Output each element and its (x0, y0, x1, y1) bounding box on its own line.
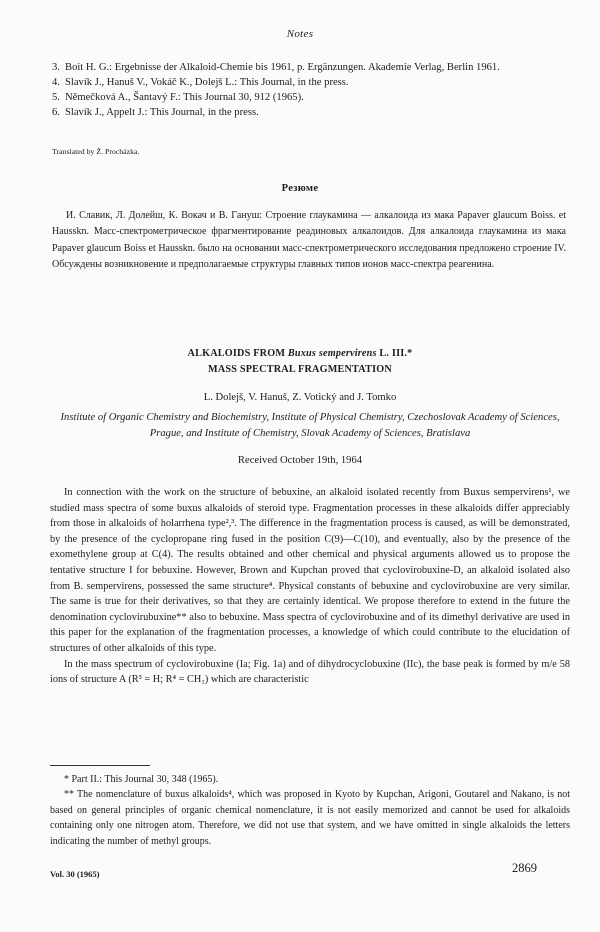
reference-item: 6. Slavík J., Appelt J.: This Journal, in the press. (52, 107, 259, 118)
page-number: 2869 (512, 861, 537, 875)
volume-info: Vol. 30 (1965) (50, 869, 100, 879)
article-body (50, 485, 570, 688)
received-date: Received October 19th, 1964 (237, 455, 363, 466)
body-paragraph: In the mass spectrum of cyclovirobuxine (Ia; Fig. 1a) and of dihydrocyclobuxine (IIc), the base peak is formed by m/e 58 ions of structure A (R³ = H; R⁴ = CH₃) which are characteristic (50, 658, 570, 686)
footnotes (50, 772, 570, 849)
footnote: * Part II.: This Journal 30, 348 (1965). (64, 774, 219, 785)
summary-text: И. Славик, Л. Долейш, К. Вокач и В. Гануш: Строение глаукамина — алкалоида из мака Papaver glaucum Boiss. et Hausskn. Масс-спектрометрическое фрагментирование реадиновых алкалоидов. Для алкалоида глаукамина из мака Papaver glaucum Boiss et Hausskn. было на основании масс-спектрометрического исследования предложено строение IV. Обсуждены возникновение и предполагаемые структуры главных типов ионов масс-спектра реагенина. (52, 210, 566, 271)
summary-heading: Резюме (281, 183, 319, 194)
reference-item: 4. Slavík J., Hanuš V., Vokáč K., Dolejš L.: This Journal, in the press. (52, 77, 349, 88)
reference-list (52, 60, 572, 120)
translator-credit: Translated by Ž. Procházka. (52, 147, 140, 156)
article-title: ALKALOIDS FROM Buxus sempervirens L. III.* MASS SPECTRAL FRAGMENTATION (187, 348, 413, 375)
footnote: ** The nomenclature of buxus alkaloids⁴, which was proposed in Kyoto by Kupchan, Arigoni, Goutarel and Nakano, is not based on general principles of organic chemical nomenclature, it is not easily memorized and cannot be used for alkaloids containing only one nitrogen atom. Therefore, we did not use that system, and we have omitted in single alkaloids the letters indicating the number of methyl groups. (50, 789, 570, 847)
running-head: Notes (286, 28, 314, 40)
reference-item: 5. Němečková A., Šantavý F.: This Journal 30, 912 (1965). (52, 92, 304, 103)
body-paragraph: In connection with the work on the structure of bebuxine, an alkaloid isolated recently from Buxus sempervirens¹, we studied mass spectra of some buxus alkaloids of steroid type. Fragmentation processes in these alkaloids differ appreciably from those in alkaloids of holarrhena type²,³. The difference in the fragmentation process is caused, as will be demonstrated, by the presence of the cyclopropane ring fused in the position C(9)—C(10), and eventually, also by the presence of the exomethylene group at C(4). The results obtained and other chemical and physical arguments allowed us to propose the tentative structure I for bebuxine. However, Brown and Kupchan proved that cyclovirobuxine-D, an alkaloid isolated also from B. sempervirens, possessed the same structure⁴. Physical constants of bebuxine and cyclovirobuxine are very similar. The same is true for their derivatives, so that they are certainly identical. We propose therefore to extend in the future the denomination cyclovirubuxine** also to bebuxine. Mass spectra of cyclovirobuxine and of its dimethyl derivative are used in this paper for the explanation of the fragmentation processes, a knowledge of which could contribute to the elucidation of structures of other alkaloids of this type. (50, 487, 570, 654)
reference-item: 3. Boit H. G.: Ergebnisse der Alkaloid-Chemie bis 1961, p. Ergänzungen. Akademie Verlag, Berlin 1961. (52, 62, 500, 73)
footnote-divider (50, 765, 150, 766)
author-list: L. Dolejš, V. Hanuš, Z. Votický and J. Tomko (203, 392, 397, 403)
affiliation: Institute of Organic Chemistry and Biochemistry, Institute of Physical Chemistry, Czechoslovak Academy of Sciences, Prague, and Institute of Chemistry, Slovak Academy of Sciences, Bratislava (60, 412, 560, 439)
